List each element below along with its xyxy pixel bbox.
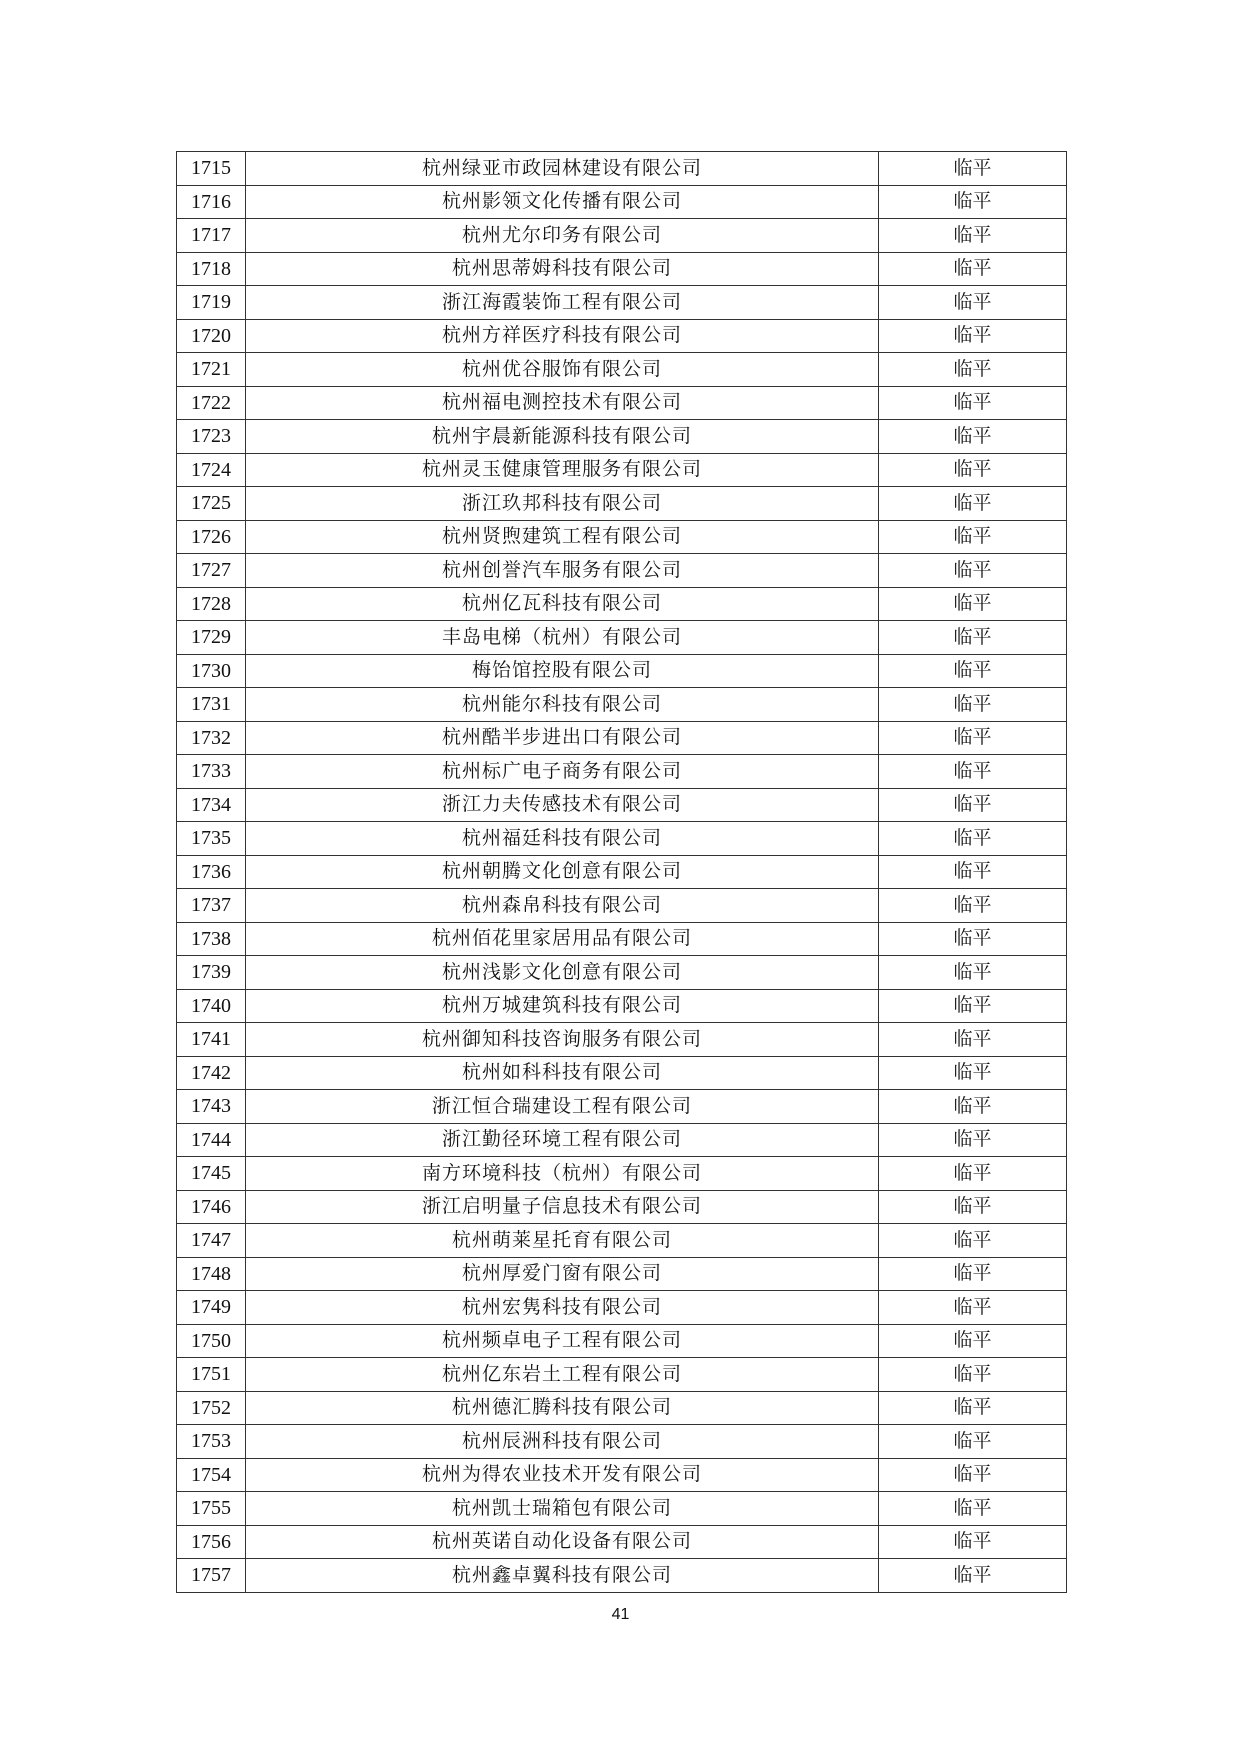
- company-name: 杭州御知科技咨询服务有限公司: [246, 1023, 879, 1057]
- row-number: 1745: [177, 1157, 246, 1191]
- region-name: 临平: [879, 1425, 1067, 1459]
- company-name: 杭州福廷科技有限公司: [246, 822, 879, 856]
- table-row: [177, 755, 1067, 789]
- region-name: 临平: [879, 855, 1067, 889]
- table-row: [177, 989, 1067, 1023]
- page-number: 41: [611, 1606, 630, 1623]
- row-number: 1723: [177, 420, 246, 454]
- row-number: 1717: [177, 219, 246, 253]
- company-list-table: [176, 151, 1067, 1593]
- company-name: 杭州浅影文化创意有限公司: [246, 956, 879, 990]
- row-number: 1721: [177, 353, 246, 387]
- table-row: [177, 1023, 1067, 1057]
- row-number: 1730: [177, 654, 246, 688]
- company-name: 杭州亿东岩土工程有限公司: [246, 1358, 879, 1392]
- row-number: 1741: [177, 1023, 246, 1057]
- table-row: [177, 286, 1067, 320]
- row-number: 1728: [177, 587, 246, 621]
- table-row: [177, 1559, 1067, 1593]
- company-name: 杭州森帛科技有限公司: [246, 889, 879, 923]
- table-row: [177, 353, 1067, 387]
- region-name: 临平: [879, 1324, 1067, 1358]
- region-name: 临平: [879, 185, 1067, 219]
- row-number: 1716: [177, 185, 246, 219]
- company-name: 杭州萌莱星托育有限公司: [246, 1224, 879, 1258]
- row-number: 1718: [177, 252, 246, 286]
- company-name: 南方环境科技（杭州）有限公司: [246, 1157, 879, 1191]
- company-name: 浙江力夫传感技术有限公司: [246, 788, 879, 822]
- table-row: [177, 185, 1067, 219]
- company-name: 杭州标广电子商务有限公司: [246, 755, 879, 789]
- row-number: 1724: [177, 453, 246, 487]
- company-name: 浙江启明量子信息技术有限公司: [246, 1190, 879, 1224]
- table-row: [177, 520, 1067, 554]
- company-name: 杭州厚爱门窗有限公司: [246, 1257, 879, 1291]
- company-name: 杭州英诺自动化设备有限公司: [246, 1525, 879, 1559]
- region-name: 临平: [879, 1291, 1067, 1325]
- region-name: 临平: [879, 319, 1067, 353]
- region-name: 临平: [879, 353, 1067, 387]
- region-name: 临平: [879, 554, 1067, 588]
- row-number: 1737: [177, 889, 246, 923]
- company-name: 杭州为得农业技术开发有限公司: [246, 1458, 879, 1492]
- region-name: 临平: [879, 219, 1067, 253]
- region-name: 临平: [879, 788, 1067, 822]
- company-name: 杭州灵玉健康管理服务有限公司: [246, 453, 879, 487]
- company-name: 杭州尤尔印务有限公司: [246, 219, 879, 253]
- region-name: 临平: [879, 1090, 1067, 1124]
- table-row: [177, 1425, 1067, 1459]
- table-row: [177, 152, 1067, 186]
- region-name: 临平: [879, 922, 1067, 956]
- row-number: 1731: [177, 688, 246, 722]
- company-name: 杭州优谷服饰有限公司: [246, 353, 879, 387]
- region-name: 临平: [879, 1157, 1067, 1191]
- company-name: 杭州辰洲科技有限公司: [246, 1425, 879, 1459]
- company-name: 杭州凯士瑞箱包有限公司: [246, 1492, 879, 1526]
- region-name: 临平: [879, 822, 1067, 856]
- row-number: 1748: [177, 1257, 246, 1291]
- table-row: [177, 386, 1067, 420]
- company-name: 杭州万城建筑科技有限公司: [246, 989, 879, 1023]
- region-name: 临平: [879, 152, 1067, 186]
- row-number: 1722: [177, 386, 246, 420]
- row-number: 1742: [177, 1056, 246, 1090]
- table-row: [177, 688, 1067, 722]
- table-row: [177, 453, 1067, 487]
- region-name: 临平: [879, 453, 1067, 487]
- region-name: 临平: [879, 1056, 1067, 1090]
- row-number: 1735: [177, 822, 246, 856]
- company-name: 杭州鑫卓翼科技有限公司: [246, 1559, 879, 1593]
- table-row: [177, 1157, 1067, 1191]
- company-name: 杭州影领文化传播有限公司: [246, 185, 879, 219]
- table-row: [177, 1123, 1067, 1157]
- table-row: [177, 721, 1067, 755]
- region-name: 临平: [879, 1391, 1067, 1425]
- table-row: [177, 1358, 1067, 1392]
- row-number: 1750: [177, 1324, 246, 1358]
- region-name: 临平: [879, 721, 1067, 755]
- row-number: 1725: [177, 487, 246, 521]
- row-number: 1736: [177, 855, 246, 889]
- company-name: 杭州酷半步进出口有限公司: [246, 721, 879, 755]
- row-number: 1752: [177, 1391, 246, 1425]
- region-name: 临平: [879, 621, 1067, 655]
- company-name: 杭州德汇腾科技有限公司: [246, 1391, 879, 1425]
- region-name: 临平: [879, 1358, 1067, 1392]
- region-name: 临平: [879, 252, 1067, 286]
- table-row: [177, 788, 1067, 822]
- row-number: 1738: [177, 922, 246, 956]
- row-number: 1756: [177, 1525, 246, 1559]
- company-name: 杭州绿亚市政园林建设有限公司: [246, 152, 879, 186]
- region-name: 临平: [879, 956, 1067, 990]
- table-row: [177, 1090, 1067, 1124]
- row-number: 1746: [177, 1190, 246, 1224]
- row-number: 1734: [177, 788, 246, 822]
- company-name: 杭州宇晨新能源科技有限公司: [246, 420, 879, 454]
- region-name: 临平: [879, 1023, 1067, 1057]
- region-name: 临平: [879, 1123, 1067, 1157]
- row-number: 1754: [177, 1458, 246, 1492]
- row-number: 1720: [177, 319, 246, 353]
- row-number: 1740: [177, 989, 246, 1023]
- company-name: 杭州如科科技有限公司: [246, 1056, 879, 1090]
- region-name: 临平: [879, 1492, 1067, 1526]
- company-name: 浙江恒合瑞建设工程有限公司: [246, 1090, 879, 1124]
- table-row: [177, 1391, 1067, 1425]
- region-name: 临平: [879, 1224, 1067, 1258]
- region-name: 临平: [879, 420, 1067, 454]
- region-name: 临平: [879, 286, 1067, 320]
- company-name: 杭州创誉汽车服务有限公司: [246, 554, 879, 588]
- table-row: [177, 319, 1067, 353]
- row-number: 1739: [177, 956, 246, 990]
- row-number: 1729: [177, 621, 246, 655]
- company-name: 杭州方祥医疗科技有限公司: [246, 319, 879, 353]
- company-name: 浙江海霞装饰工程有限公司: [246, 286, 879, 320]
- company-name: 丰岛电梯（杭州）有限公司: [246, 621, 879, 655]
- company-name: 浙江勤径环境工程有限公司: [246, 1123, 879, 1157]
- company-name: 杭州佰花里家居用品有限公司: [246, 922, 879, 956]
- region-name: 临平: [879, 1257, 1067, 1291]
- region-name: 临平: [879, 755, 1067, 789]
- company-name: 杭州亿瓦科技有限公司: [246, 587, 879, 621]
- region-name: 临平: [879, 688, 1067, 722]
- region-name: 临平: [879, 889, 1067, 923]
- region-name: 临平: [879, 1190, 1067, 1224]
- company-name: 杭州贤煦建筑工程有限公司: [246, 520, 879, 554]
- region-name: 临平: [879, 654, 1067, 688]
- table-row: [177, 487, 1067, 521]
- region-name: 临平: [879, 520, 1067, 554]
- table-row: [177, 1190, 1067, 1224]
- row-number: 1744: [177, 1123, 246, 1157]
- table-row: [177, 621, 1067, 655]
- company-name: 杭州宏隽科技有限公司: [246, 1291, 879, 1325]
- row-number: 1751: [177, 1358, 246, 1392]
- table-row: [177, 1324, 1067, 1358]
- region-name: 临平: [879, 1458, 1067, 1492]
- company-name: 杭州福电测控技术有限公司: [246, 386, 879, 420]
- table-row: [177, 822, 1067, 856]
- row-number: 1743: [177, 1090, 246, 1124]
- company-list-body: [177, 152, 1067, 1593]
- company-name: 杭州频卓电子工程有限公司: [246, 1324, 879, 1358]
- table-row: [177, 420, 1067, 454]
- table-row: [177, 554, 1067, 588]
- table-row: [177, 252, 1067, 286]
- row-number: 1726: [177, 520, 246, 554]
- region-name: 临平: [879, 1525, 1067, 1559]
- company-name: 梅饴馆控股有限公司: [246, 654, 879, 688]
- region-name: 临平: [879, 386, 1067, 420]
- row-number: 1755: [177, 1492, 246, 1526]
- table-row: [177, 587, 1067, 621]
- table-row: [177, 1257, 1067, 1291]
- table-row: [177, 654, 1067, 688]
- row-number: 1715: [177, 152, 246, 186]
- company-name: 杭州思蒂姆科技有限公司: [246, 252, 879, 286]
- region-name: 临平: [879, 587, 1067, 621]
- table-row: [177, 855, 1067, 889]
- row-number: 1753: [177, 1425, 246, 1459]
- table-row: [177, 1525, 1067, 1559]
- row-number: 1719: [177, 286, 246, 320]
- company-name: 杭州朝腾文化创意有限公司: [246, 855, 879, 889]
- row-number: 1733: [177, 755, 246, 789]
- region-name: 临平: [879, 487, 1067, 521]
- table-row: [177, 1224, 1067, 1258]
- company-name: 浙江玖邦科技有限公司: [246, 487, 879, 521]
- row-number: 1732: [177, 721, 246, 755]
- region-name: 临平: [879, 1559, 1067, 1593]
- table-row: [177, 922, 1067, 956]
- row-number: 1747: [177, 1224, 246, 1258]
- region-name: 临平: [879, 989, 1067, 1023]
- table-row: [177, 956, 1067, 990]
- table-row: [177, 889, 1067, 923]
- row-number: 1749: [177, 1291, 246, 1325]
- row-number: 1757: [177, 1559, 246, 1593]
- table-row: [177, 1291, 1067, 1325]
- company-name: 杭州能尔科技有限公司: [246, 688, 879, 722]
- table-row: [177, 1056, 1067, 1090]
- table-row: [177, 1458, 1067, 1492]
- table-row: [177, 1492, 1067, 1526]
- row-number: 1727: [177, 554, 246, 588]
- table-row: [177, 219, 1067, 253]
